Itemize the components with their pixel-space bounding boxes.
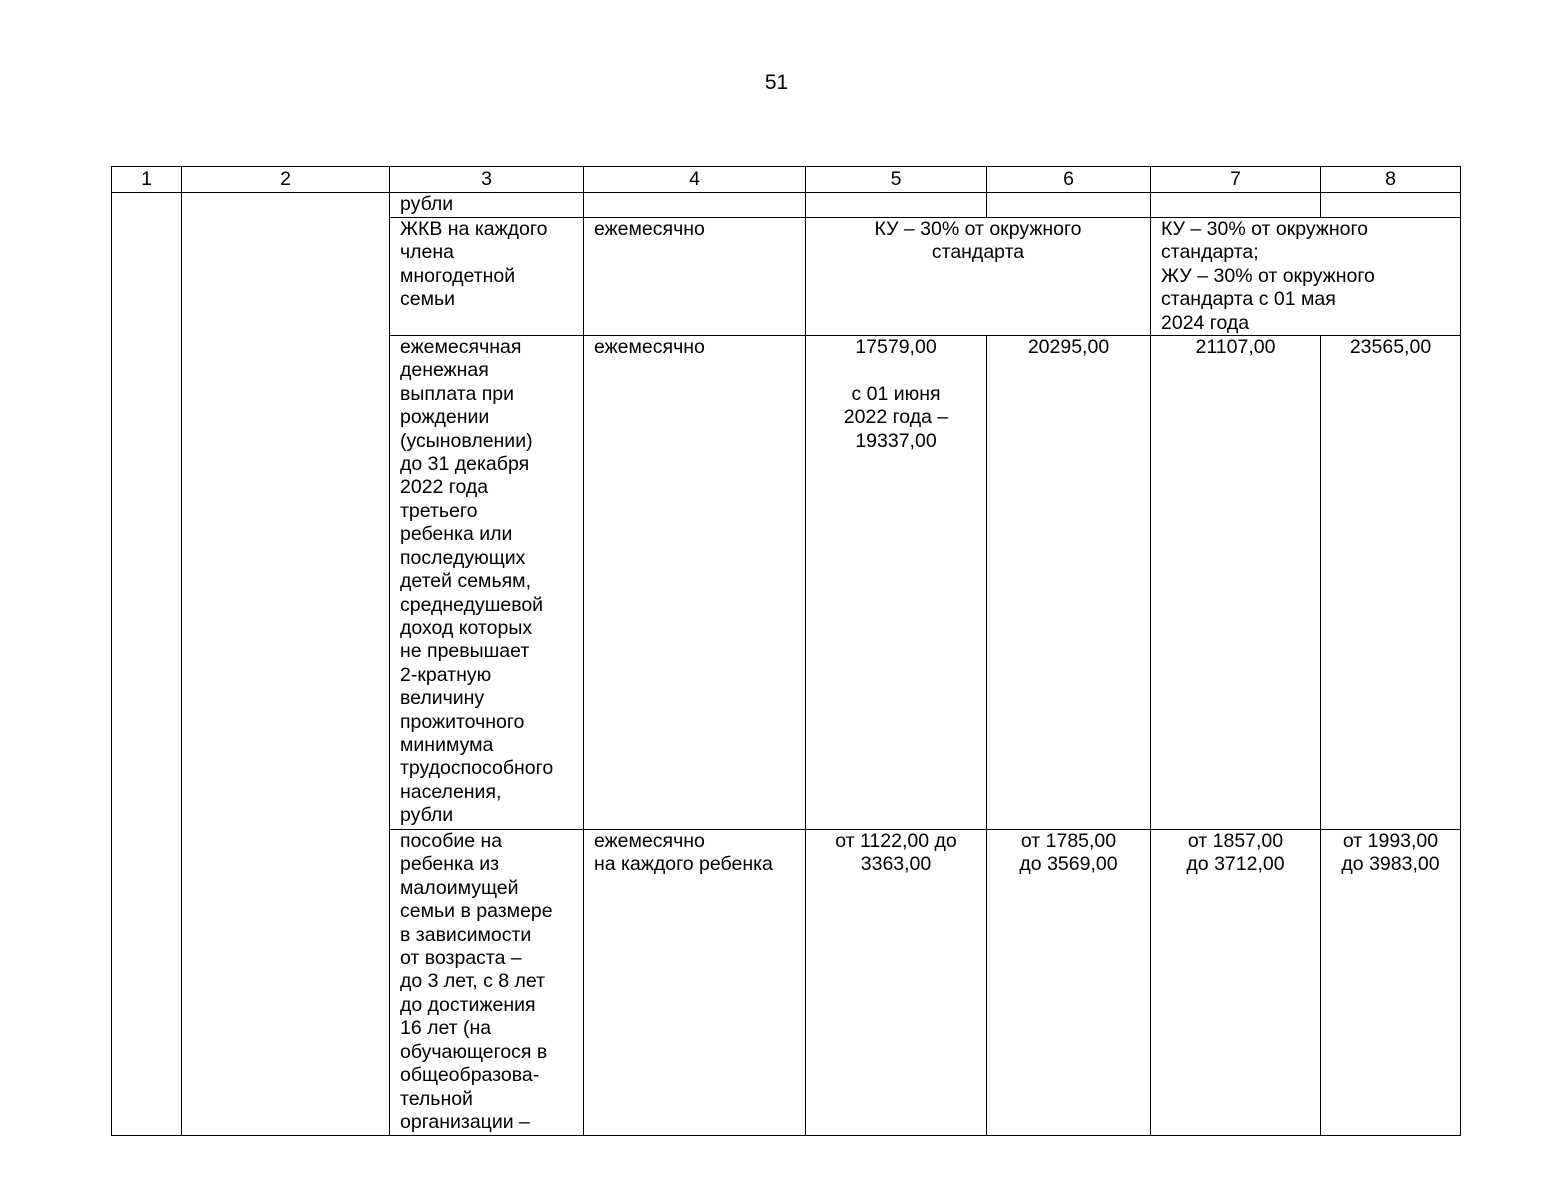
header-cell: 2 [182,167,390,193]
table-cell-col6: от 1785,00 до 3569,00 [987,830,1151,1136]
header-cell: 5 [806,167,987,193]
table-cell-col8 [1321,193,1461,218]
header-cell: 8 [1321,167,1461,193]
table-cell-col5 [806,193,987,218]
table-cell-col3: ЖКВ на каждого члена многодетной семьи [390,218,584,336]
table-cell-col8: от 1993,00 до 3983,00 [1321,830,1461,1136]
table-header-row [112,167,1461,193]
table-cell-col4: ежемесячно [584,336,806,830]
table-cell-col2 [182,193,390,1136]
header-cell: 6 [987,167,1151,193]
table-row [112,193,1461,218]
table-cell-col3: рубли [390,193,584,218]
table-cell-col6: 20295,00 [987,336,1151,830]
table-cell-col5: 17579,00 с 01 июня 2022 года – 19337,00 [806,336,987,830]
header-cell: 4 [584,167,806,193]
header-cell: 7 [1151,167,1321,193]
header-cell: 1 [112,167,182,193]
table-cell-col5-6: КУ – 30% от окружного стандарта [806,218,1151,336]
page-number: 51 [764,71,789,94]
benefits-table [111,166,1461,1136]
table-cell-col7: 21107,00 [1151,336,1321,830]
table-cell-col8: 23565,00 [1321,336,1461,830]
header-cell: 3 [390,167,584,193]
table-cell-col4 [584,193,806,218]
table-cell-col1 [112,193,182,1136]
table-cell-col3: ежемесячная денежная выплата при рождении (усыновлении) до 31 декабря 2022 года третьего ребенка или последующих детей семьям, среднедушевой доход которых не превышает 2-кратную величину прожиточного минимума трудоспособного населения, рубли [390,336,584,830]
table-cell-col4: ежемесячно на каждого ребенка [584,830,806,1136]
table-cell-col5: от 1122,00 до 3363,00 [806,830,987,1136]
table-cell-col4: ежемесячно [584,218,806,336]
table-cell-col6 [987,193,1151,218]
table-cell-col7: от 1857,00 до 3712,00 [1151,830,1321,1136]
table-cell-col7 [1151,193,1321,218]
table-cell-col7-8: КУ – 30% от окружного стандарта; ЖУ – 30% от окружного стандарта с 01 мая 2024 года [1151,218,1461,336]
table-cell-col3: пособие на ребенка из малоимущей семьи в размере в зависимости от возраста – до 3 лет, с 8 лет до достижения 16 лет (на обучающегося в общеобразова- тельной организации – [390,830,584,1136]
